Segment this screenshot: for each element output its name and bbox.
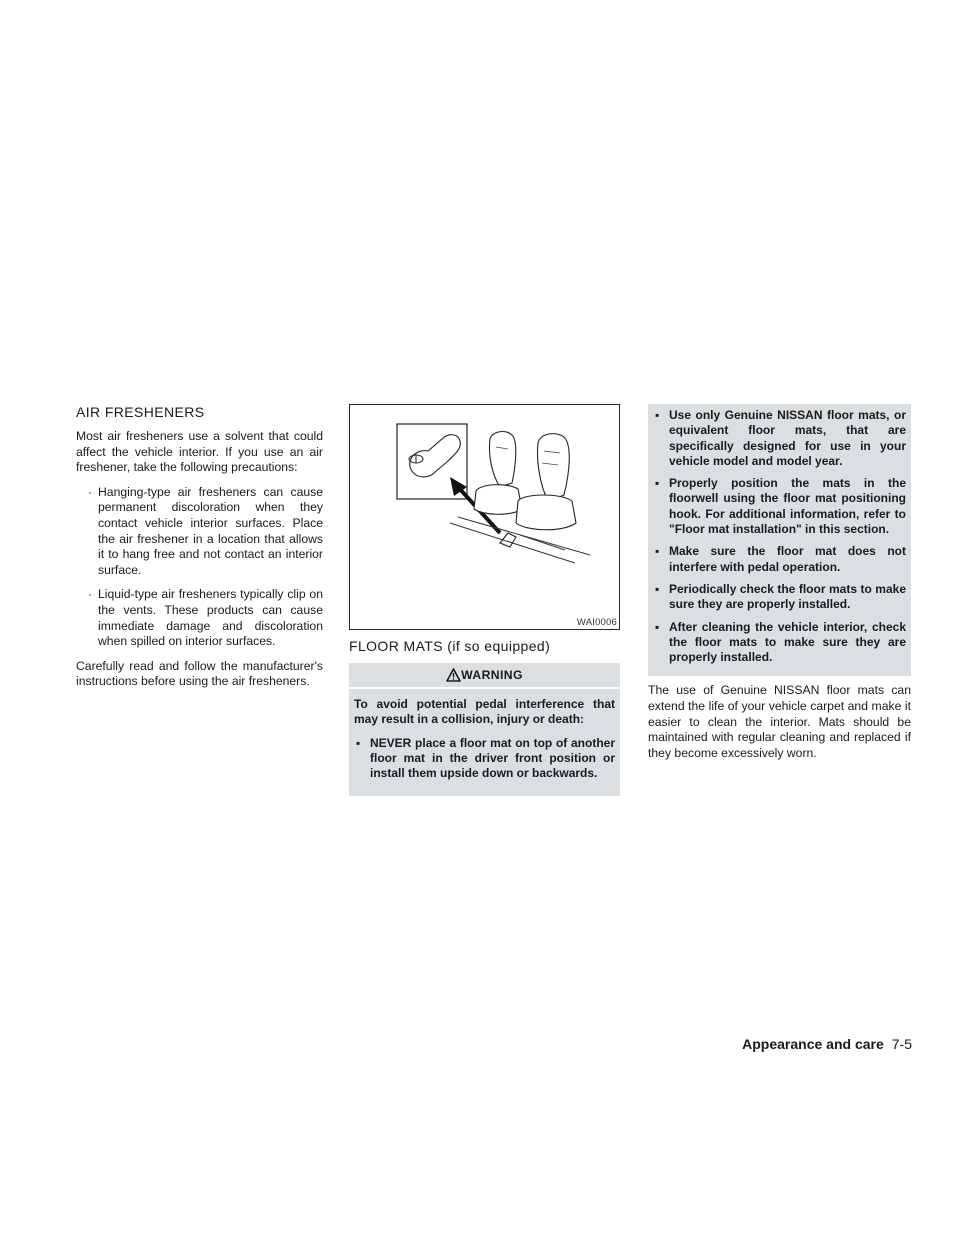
list-item [653,620,906,666]
list-item [653,476,906,537]
bullet-dot: · [88,587,93,602]
list-item-text: Properly position the mats in the floorwell using the floor mat positioning hook. For additional information, refer to "Floor mat installation" in this section. [669,476,906,537]
floor-mat-hook-figure [349,404,620,630]
list-item [76,485,323,579]
bullet-square: ▪ [655,476,660,491]
seat-back-right [537,434,569,501]
floor-mats-section [349,404,620,796]
floor-mats-continued [648,404,911,770]
bullet-dot: · [88,484,93,499]
list-item [653,582,906,613]
air-fresheners-intro: Most air fresheners use a solvent that could affect the vehicle interior. If you use an air freshener, take the following precautions: [76,429,323,475]
figure-id: WAI0006 [576,617,617,628]
warning-triangle-icon [446,668,461,682]
warning-box-continued [648,404,911,676]
list-item-text: Liquid-type air fresheners typically clip on the vents. These products can cause immediate damage and discoloration when spilled on interior surfaces. [98,587,323,649]
warning-box [349,663,620,796]
air-fresheners-list [76,485,323,650]
bullet-square: ▪ [655,408,660,422]
hook-detail [410,435,461,477]
warning-list [354,736,615,782]
page-number: 7-5 [891,1036,912,1052]
page-footer [0,1036,912,1052]
list-item-text: NEVER place a floor mat on top of another floor mat in the driver front position or install them upside down or backwards. [370,735,615,781]
footer-section-name: Appearance and care [742,1036,884,1052]
warning-header [349,663,620,689]
list-item-text: Make sure the floor mat does not interfere with pedal operation. [669,544,906,574]
seat-cushion-right [516,495,576,530]
warning-label: WARNING [461,668,523,682]
air-fresheners-section [76,404,323,699]
list-item [76,587,323,649]
list-item-text: Hanging-type air fresheners can cause permanent discoloration when they contact vehicle interior surfaces. Place the air freshener in a location that allows it to hang free and not contact an interior surface. [98,484,323,577]
list-item [653,544,906,575]
list-item-text: Use only Genuine NISSAN floor mats, or equivalent floor mats, that are specifically designed for use in your vehicle model and model year. [669,408,906,468]
section-title-air-fresheners: AIR FRESHENERS [76,404,205,420]
bullet-square: ▪ [655,619,660,634]
list-item-text: Periodically check the floor mats to make sure they are properly installed. [669,581,906,612]
list-item [653,408,906,469]
section-title-floor-mats: FLOOR MATS (if so equipped) [349,638,551,654]
bullet-square: ▪ [655,544,660,559]
floor-mats-body: The use of Genuine NISSAN floor mats can extend the life of your vehicle carpet and make it easier to clean the interior. Mats should be maintained with regular cleaning and replaced if they become excessively worn. [648,683,911,760]
seat-cushion-left [474,485,522,515]
seat-illustration [350,405,619,629]
list-item [354,736,615,782]
warning-list-continued [653,408,906,665]
air-fresheners-closing: Carefully read and follow the manufacturer's instructions before using the air fresheners. [76,658,323,689]
floor-hook [500,533,516,547]
bullet-square: ▪ [356,735,361,750]
list-item-text: After cleaning the vehicle interior, check the floor mats to make sure they are properly installed. [669,619,906,665]
bullet-square: ▪ [655,581,660,596]
seat-back-left [489,432,515,487]
warning-intro: To avoid potential pedal interference that may result in a collision, injury or death: [354,697,615,727]
